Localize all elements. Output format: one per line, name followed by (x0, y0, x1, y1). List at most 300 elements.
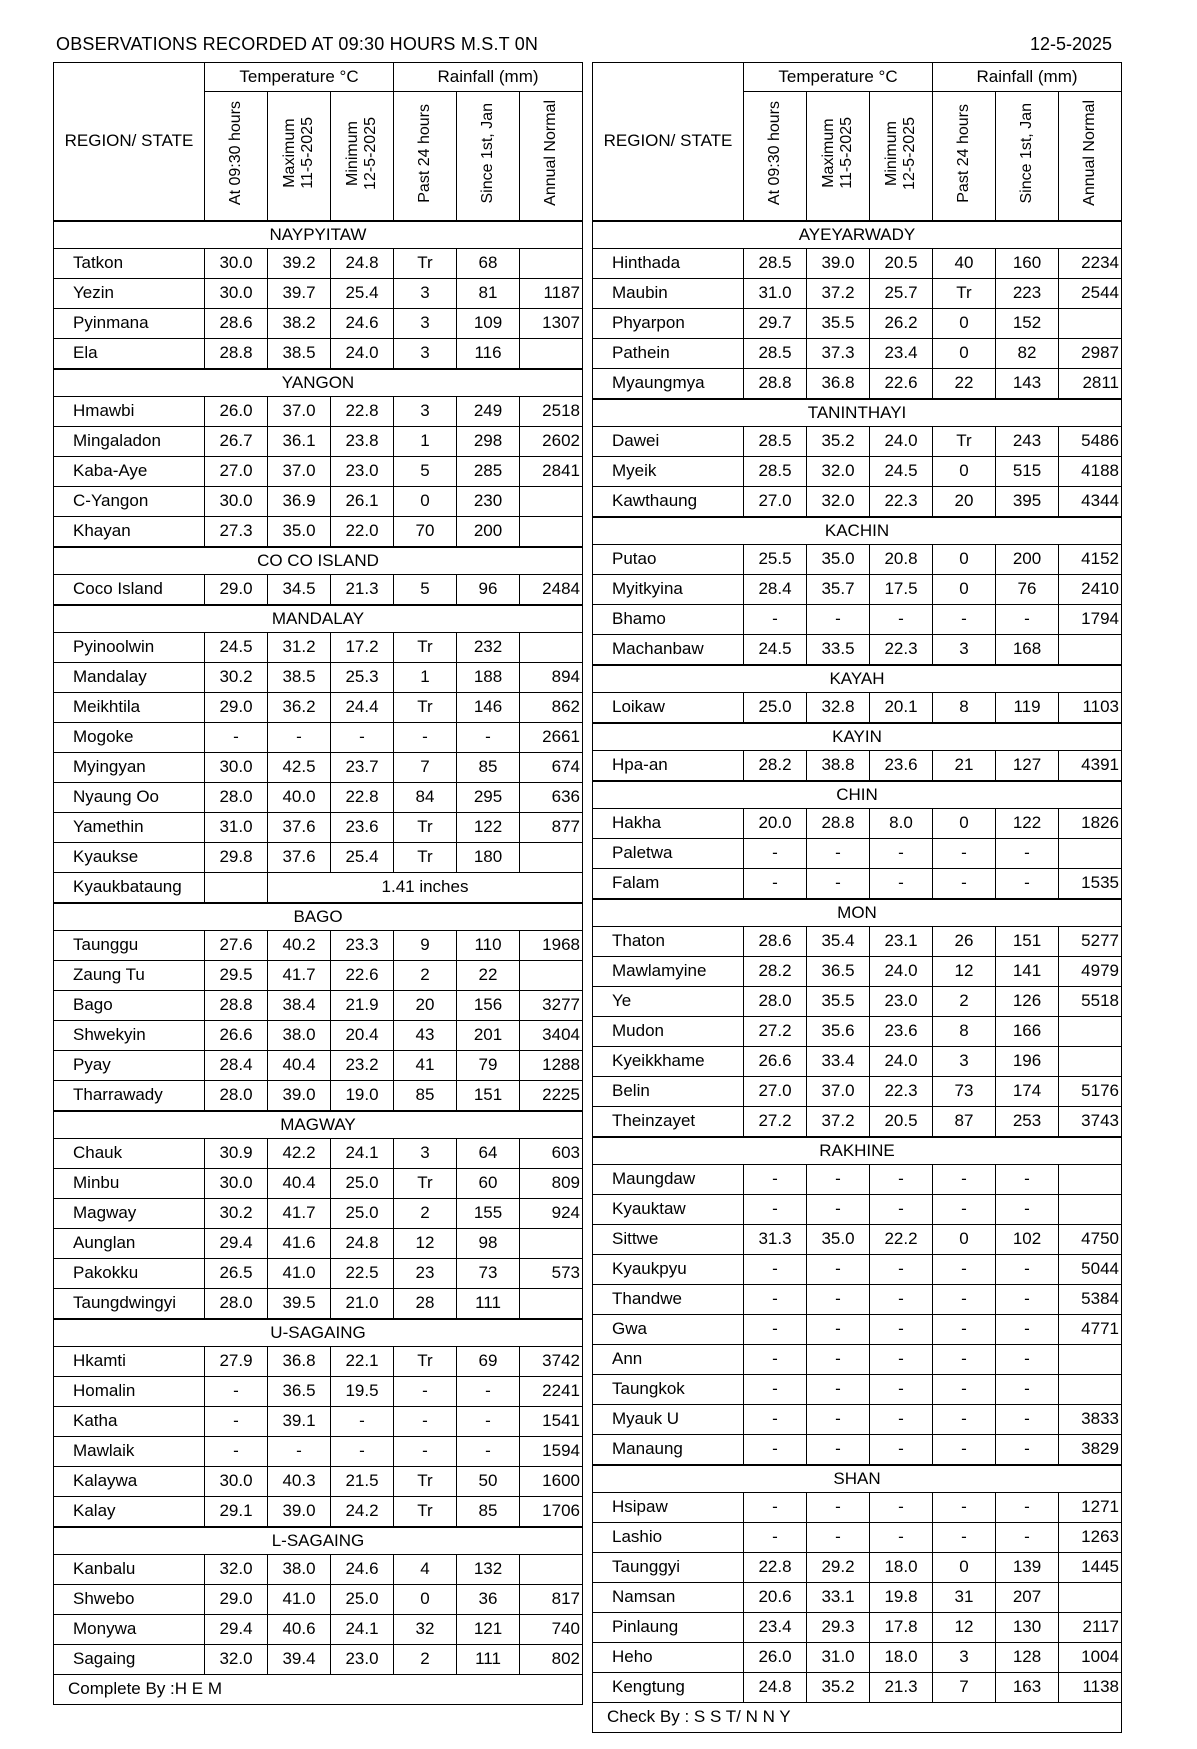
annual-normal (520, 632, 583, 662)
temp-0930: 32.0 (205, 1554, 268, 1584)
temp-max: 35.2 (807, 1672, 870, 1702)
temp-min: 17.8 (870, 1612, 933, 1642)
table-row (593, 838, 1122, 868)
temp-0930: - (205, 1406, 268, 1436)
temp-min: 25.0 (331, 1584, 394, 1614)
region-heading: CO CO ISLAND (54, 547, 583, 575)
temp-0930: 30.0 (205, 752, 268, 782)
temp-max: 34.5 (268, 574, 331, 605)
temp-0930: - (744, 1522, 807, 1552)
table-row (593, 868, 1122, 899)
temp-max: 31.2 (268, 632, 331, 662)
station-name: Theinzayet (593, 1106, 744, 1137)
station-name: Myitkyina (593, 574, 744, 604)
annual-normal: 5277 (1059, 926, 1122, 956)
temp-min: 24.6 (331, 1554, 394, 1584)
region-heading: MAGWAY (54, 1111, 583, 1139)
rain-24h: Tr (394, 248, 457, 278)
temp-0930: 27.0 (205, 456, 268, 486)
temp-0930: 28.4 (205, 1050, 268, 1080)
temp-0930: 28.0 (205, 1288, 268, 1319)
annual-normal: 1535 (1059, 868, 1122, 899)
temp-0930: 26.7 (205, 426, 268, 456)
rain-24h: 7 (394, 752, 457, 782)
temp-0930: 29.0 (205, 574, 268, 605)
temp-min: 25.4 (331, 278, 394, 308)
region-section-row (54, 903, 583, 931)
rain-24h: - (933, 1164, 996, 1194)
station-name: Taunggyi (593, 1552, 744, 1582)
rainfall-header: Rainfall (mm) (394, 63, 583, 92)
rain-24h: 3 (394, 1138, 457, 1168)
station-name: Kyeikkhame (593, 1046, 744, 1076)
rain-since-jan: 253 (996, 1106, 1059, 1137)
station-name: Mawlaik (54, 1436, 205, 1466)
station-name: Mogoke (54, 722, 205, 752)
annual-normal: 4750 (1059, 1224, 1122, 1254)
region-section-row (54, 221, 583, 249)
temp-max: 36.8 (807, 368, 870, 399)
station-name: Mudon (593, 1016, 744, 1046)
station-name: Yezin (54, 278, 205, 308)
temp-max: 38.0 (268, 1020, 331, 1050)
rain-24h: 1 (394, 426, 457, 456)
temp-min: - (870, 1314, 933, 1344)
region-section-row (593, 517, 1122, 545)
region-section-row (593, 221, 1122, 249)
temp-max: 38.4 (268, 990, 331, 1020)
annual-normal: 2602 (520, 426, 583, 456)
table-row (593, 808, 1122, 838)
temp-0930: 29.4 (205, 1614, 268, 1644)
annual-normal: 1263 (1059, 1522, 1122, 1552)
rain-24h: 28 (394, 1288, 457, 1319)
temp-0930: 28.4 (744, 574, 807, 604)
station-name: Sagaing (54, 1644, 205, 1674)
temp-max: 31.0 (807, 1642, 870, 1672)
temp-0930: 26.0 (744, 1642, 807, 1672)
temp-0930: - (744, 1434, 807, 1465)
temp-min: - (870, 1254, 933, 1284)
temp-max: - (807, 1434, 870, 1465)
temp-0930: 24.8 (744, 1672, 807, 1702)
rain-24h: 0 (933, 308, 996, 338)
minimum-header: Minimum 12-5-2025 (331, 92, 394, 221)
temp-0930: 27.3 (205, 516, 268, 547)
rain-24h: - (394, 722, 457, 752)
temp-max: 37.6 (268, 842, 331, 872)
temp-0930: 25.0 (744, 692, 807, 723)
station-name: Pyinmana (54, 308, 205, 338)
temp-max: 29.3 (807, 1612, 870, 1642)
temp-0930: 28.5 (744, 338, 807, 368)
region-section-row (593, 399, 1122, 427)
temp-min: 22.2 (870, 1224, 933, 1254)
rain-24h: 32 (394, 1614, 457, 1644)
rain-24h: 21 (933, 750, 996, 781)
temp-min: - (870, 1194, 933, 1224)
annual-normal: 1271 (1059, 1492, 1122, 1522)
rain-since-jan: 285 (457, 456, 520, 486)
rain-24h: - (933, 1344, 996, 1374)
annual-normal: 5176 (1059, 1076, 1122, 1106)
temp-0930: 28.2 (744, 750, 807, 781)
rain-since-jan: 119 (996, 692, 1059, 723)
temp-min: - (870, 1434, 933, 1465)
rain-24h: 9 (394, 930, 457, 960)
rain-24h: 3 (933, 1046, 996, 1076)
region-section-row (593, 1137, 1122, 1165)
rain-24h: 12 (933, 1612, 996, 1642)
at-0930-header: At 09:30 hours (744, 92, 807, 221)
table-row (593, 750, 1122, 781)
temp-min: 23.6 (331, 812, 394, 842)
rain-24h: 12 (933, 956, 996, 986)
temp-max: 35.0 (268, 516, 331, 547)
station-name: Shwebo (54, 1584, 205, 1614)
table-row (593, 1194, 1122, 1224)
temp-min: 24.8 (331, 248, 394, 278)
annual-normal: 3742 (520, 1346, 583, 1376)
temp-0930: 28.8 (744, 368, 807, 399)
temp-max: - (268, 1436, 331, 1466)
temp-max: 37.3 (807, 338, 870, 368)
annual-normal: 802 (520, 1644, 583, 1674)
station-name: Tharrawady (54, 1080, 205, 1111)
rain-24h: Tr (394, 842, 457, 872)
rain-24h: 20 (933, 486, 996, 517)
station-name: Taungkok (593, 1374, 744, 1404)
station-name: Maubin (593, 278, 744, 308)
temp-0930: 31.3 (744, 1224, 807, 1254)
rain-24h: 5 (394, 574, 457, 605)
station-name: Kyaukse (54, 842, 205, 872)
station-name: Dawei (593, 426, 744, 456)
rain-since-jan: 152 (996, 308, 1059, 338)
temp-max: 37.0 (807, 1076, 870, 1106)
rain-since-jan: 96 (457, 574, 520, 605)
station-name: Loikaw (593, 692, 744, 723)
temp-max: 41.7 (268, 1198, 331, 1228)
temp-0930: 30.0 (205, 248, 268, 278)
rain-since-jan: 126 (996, 986, 1059, 1016)
temp-max: 41.6 (268, 1228, 331, 1258)
rain-24h: 26 (933, 926, 996, 956)
table-row (54, 1080, 583, 1111)
temp-min: 26.2 (870, 308, 933, 338)
temp-min: 22.0 (331, 516, 394, 547)
annual-normal (1059, 1164, 1122, 1194)
temp-min: 20.5 (870, 1106, 933, 1137)
table-row (54, 1614, 583, 1644)
table-row (54, 1496, 583, 1527)
rain-24h: 0 (933, 338, 996, 368)
table-header (593, 63, 1122, 221)
rain-24h: Tr (394, 692, 457, 722)
rain-since-jan: 36 (457, 1584, 520, 1614)
temp-min: - (870, 1492, 933, 1522)
temp-max: 33.5 (807, 634, 870, 665)
table-row (54, 1376, 583, 1406)
annual-normal (1059, 1046, 1122, 1076)
rain-24h: - (933, 1434, 996, 1465)
temp-max: 36.5 (268, 1376, 331, 1406)
region-heading: BAGO (54, 903, 583, 931)
temp-min: - (870, 604, 933, 634)
rain-24h: 0 (933, 456, 996, 486)
temp-0930: 29.1 (205, 1496, 268, 1527)
station-name: Khayan (54, 516, 205, 547)
temp-max: 35.7 (807, 574, 870, 604)
rain-since-jan: - (457, 722, 520, 752)
rain-24h: 3 (933, 634, 996, 665)
temp-0930: 20.0 (744, 808, 807, 838)
rain-since-jan: 200 (457, 516, 520, 547)
temp-max: - (807, 1284, 870, 1314)
table-row (593, 248, 1122, 278)
temp-min: 23.0 (870, 986, 933, 1016)
temp-0930: 26.6 (205, 1020, 268, 1050)
temp-max: 29.2 (807, 1552, 870, 1582)
annual-normal: 924 (520, 1198, 583, 1228)
annual-normal: 2225 (520, 1080, 583, 1111)
temp-min: - (331, 722, 394, 752)
rain-since-jan: - (996, 604, 1059, 634)
temp-max: 38.5 (268, 338, 331, 369)
temp-max: - (807, 1194, 870, 1224)
rain-since-jan: 98 (457, 1228, 520, 1258)
annual-normal: 1307 (520, 308, 583, 338)
rainfall-header: Rainfall (mm) (933, 63, 1122, 92)
maximum-header: Maximum 11-5-2025 (807, 92, 870, 221)
rain-since-jan: - (996, 1254, 1059, 1284)
region-section-row (593, 781, 1122, 809)
annual-normal: 674 (520, 752, 583, 782)
annual-normal: 3833 (1059, 1404, 1122, 1434)
temp-0930: 30.2 (205, 662, 268, 692)
temp-0930: 30.0 (205, 1466, 268, 1496)
region-section-row (593, 1465, 1122, 1493)
table-row (54, 1406, 583, 1436)
rain-since-jan: 160 (996, 248, 1059, 278)
rain-since-jan: 249 (457, 396, 520, 426)
rain-since-jan: 73 (457, 1258, 520, 1288)
temp-min: 24.8 (331, 1228, 394, 1258)
temp-min: - (870, 1344, 933, 1374)
temp-max: - (807, 1492, 870, 1522)
rain-24h: 73 (933, 1076, 996, 1106)
temp-min: 23.1 (870, 926, 933, 956)
temp-max: 38.2 (268, 308, 331, 338)
rain-since-jan: 139 (996, 1552, 1059, 1582)
temp-0930: 27.0 (744, 1076, 807, 1106)
temp-max: 40.4 (268, 1050, 331, 1080)
table-row (54, 1346, 583, 1376)
region-section-row (593, 899, 1122, 927)
temp-min: 24.1 (331, 1614, 394, 1644)
temp-min: 18.0 (870, 1552, 933, 1582)
temp-max: 36.9 (268, 486, 331, 516)
rain-since-jan: 121 (457, 1614, 520, 1644)
rain-24h: - (933, 1522, 996, 1552)
table-row (54, 338, 583, 369)
table-row (54, 574, 583, 605)
rain-24h: 3 (933, 1642, 996, 1672)
temp-min: 24.0 (870, 1046, 933, 1076)
temp-min: 22.1 (331, 1346, 394, 1376)
temp-min: 21.5 (331, 1466, 394, 1496)
annual-normal: 3829 (1059, 1434, 1122, 1465)
since-jan-header: Since 1st, Jan (457, 92, 520, 221)
temp-0930: - (744, 1492, 807, 1522)
temp-max: 35.6 (807, 1016, 870, 1046)
temp-0930: 28.8 (205, 990, 268, 1020)
rain-24h: 0 (933, 544, 996, 574)
region-heading: SHAN (593, 1465, 1122, 1493)
table-row (54, 1138, 583, 1168)
rain-since-jan: 111 (457, 1644, 520, 1674)
minimum-header: Minimum 12-5-2025 (870, 92, 933, 221)
table-row (54, 1050, 583, 1080)
annual-normal: 894 (520, 662, 583, 692)
rain-since-jan: 127 (996, 750, 1059, 781)
rain-since-jan: 109 (457, 308, 520, 338)
annual-normal (1059, 1582, 1122, 1612)
rain-since-jan: 156 (457, 990, 520, 1020)
rain-since-jan: 122 (996, 808, 1059, 838)
annual-normal (1059, 1194, 1122, 1224)
rain-24h: 12 (394, 1228, 457, 1258)
rain-24h: 8 (933, 1016, 996, 1046)
rain-24h: Tr (394, 812, 457, 842)
temp-max: - (807, 838, 870, 868)
rain-24h: Tr (933, 426, 996, 456)
table-row (54, 1168, 583, 1198)
temp-min: 23.7 (331, 752, 394, 782)
station-name: Gwa (593, 1314, 744, 1344)
rain-since-jan: - (996, 868, 1059, 899)
table-row (593, 308, 1122, 338)
temp-0930: 28.0 (205, 782, 268, 812)
annual-normal: 1103 (1059, 692, 1122, 723)
table-row (54, 872, 583, 903)
temp-min: - (870, 1522, 933, 1552)
temp-min: 19.0 (331, 1080, 394, 1111)
region-heading: L-SAGAING (54, 1527, 583, 1555)
temp-min: 25.3 (331, 662, 394, 692)
station-name: Taunggu (54, 930, 205, 960)
annual-normal: 877 (520, 812, 583, 842)
temp-0930: - (744, 1164, 807, 1194)
rain-24h: - (933, 1284, 996, 1314)
region-heading: CHIN (593, 781, 1122, 809)
rain-since-jan: - (996, 1522, 1059, 1552)
region-heading: RAKHINE (593, 1137, 1122, 1165)
region-heading: NAYPYITAW (54, 221, 583, 249)
station-name: Thandwe (593, 1284, 744, 1314)
rain-since-jan: 130 (996, 1612, 1059, 1642)
table-row (593, 926, 1122, 956)
rain-24h: - (394, 1406, 457, 1436)
temp-0930: 28.5 (744, 248, 807, 278)
annual-normal (520, 1554, 583, 1584)
station-name: Sittwe (593, 1224, 744, 1254)
annual-normal-header: Annual Normal (1059, 92, 1122, 221)
temp-max: 37.2 (807, 278, 870, 308)
temp-min: 25.4 (331, 842, 394, 872)
table-row (54, 812, 583, 842)
rain-24h: - (394, 1376, 457, 1406)
station-name: Myeik (593, 456, 744, 486)
rain-24h: 1 (394, 662, 457, 692)
temp-min: 17.2 (331, 632, 394, 662)
rain-24h: 40 (933, 248, 996, 278)
station-name: Phyarpon (593, 308, 744, 338)
maximum-header: Maximum 11-5-2025 (268, 92, 331, 221)
temp-min: 22.8 (331, 396, 394, 426)
station-name: Hsipaw (593, 1492, 744, 1522)
temp-min: 24.2 (331, 1496, 394, 1527)
annual-normal (520, 248, 583, 278)
temp-min: 23.3 (331, 930, 394, 960)
rain-24h: 2 (394, 1644, 457, 1674)
temp-min: 25.0 (331, 1198, 394, 1228)
rain-24h: - (394, 1436, 457, 1466)
table-row (593, 1434, 1122, 1465)
table-row (593, 1106, 1122, 1137)
temp-max: 40.2 (268, 930, 331, 960)
annual-normal (520, 1228, 583, 1258)
temp-min: - (870, 868, 933, 899)
rain-24h: 2 (933, 986, 996, 1016)
rain-24h: 0 (394, 486, 457, 516)
table-row (593, 986, 1122, 1016)
annual-normal: 1187 (520, 278, 583, 308)
annual-normal: 1706 (520, 1496, 583, 1527)
temp-0930: - (744, 1194, 807, 1224)
rain-since-jan: 85 (457, 752, 520, 782)
rain-since-jan: 146 (457, 692, 520, 722)
table-row (54, 632, 583, 662)
station-name: Hkamti (54, 1346, 205, 1376)
station-name: Chauk (54, 1138, 205, 1168)
station-name: Paletwa (593, 838, 744, 868)
temp-max: 39.0 (268, 1496, 331, 1527)
report-title: OBSERVATIONS RECORDED AT 09:30 HOURS M.S.T 0N (56, 34, 539, 54)
annual-normal: 2234 (1059, 248, 1122, 278)
station-name: Tatkon (54, 248, 205, 278)
rain-24h: 0 (933, 1224, 996, 1254)
rain-since-jan: 151 (996, 926, 1059, 956)
table-row (593, 1284, 1122, 1314)
temp-min: 19.8 (870, 1582, 933, 1612)
rain-since-jan: 151 (457, 1080, 520, 1111)
station-name: Kengtung (593, 1672, 744, 1702)
temp-0930: 28.2 (744, 956, 807, 986)
temp-max: 38.0 (268, 1554, 331, 1584)
station-name: Myaungmya (593, 368, 744, 399)
rain-since-jan: 200 (996, 544, 1059, 574)
region-section-row (54, 1319, 583, 1347)
rain-24h: - (933, 1194, 996, 1224)
table-row (593, 1522, 1122, 1552)
temp-0930: 31.0 (744, 278, 807, 308)
temp-0930: 26.6 (744, 1046, 807, 1076)
annual-normal: 2841 (520, 456, 583, 486)
rain-24h: 3 (394, 338, 457, 369)
temperature-header: Temperature °C (744, 63, 933, 92)
station-name: Homalin (54, 1376, 205, 1406)
